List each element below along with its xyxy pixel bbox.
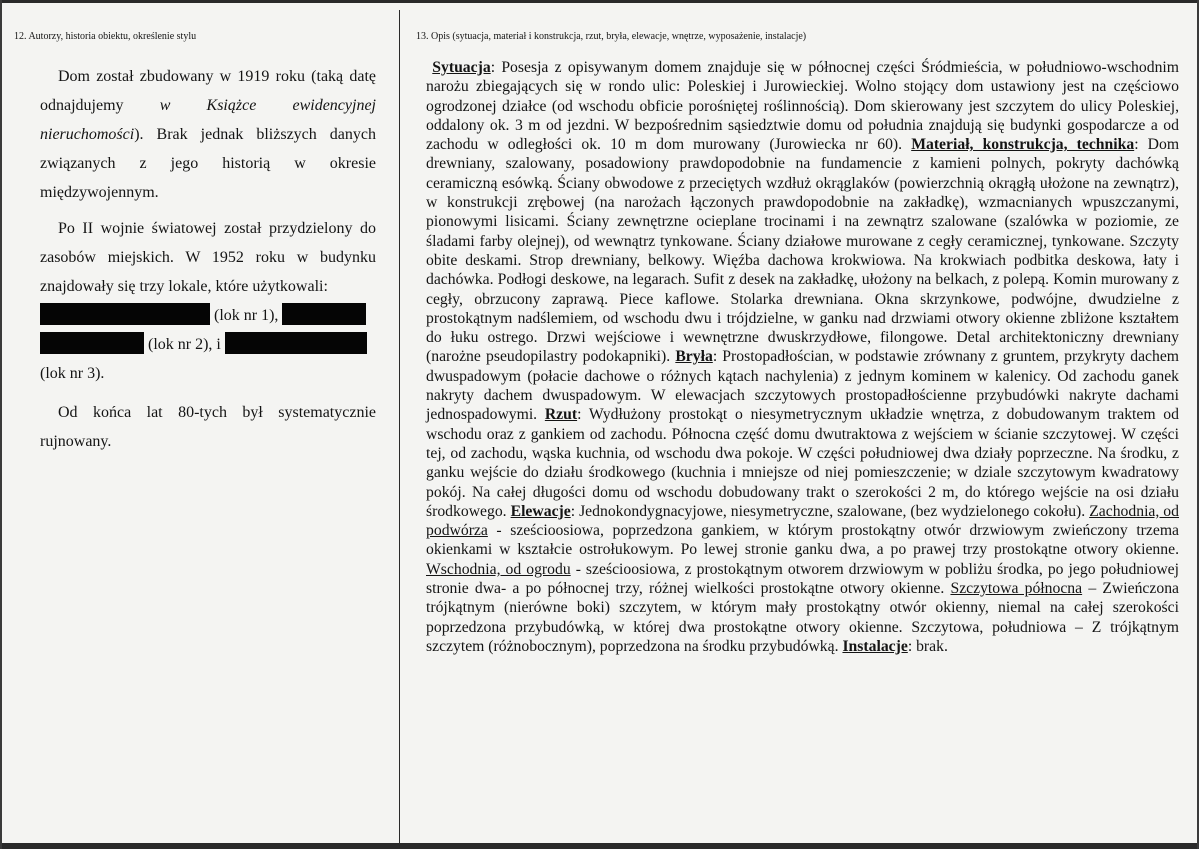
section-13-heading: 13. Opis (sytuacja, materiał i konstrukcja, rzut, bryła, elewacje, wnętrze, wyposażenie, instalacje)	[416, 31, 807, 42]
tenants-line-3	[40, 359, 376, 388]
keyword-instalacje: Instalacje	[842, 637, 908, 655]
history-paragraph-2	[40, 214, 376, 301]
text-elewacje: : Jednokondygnacyjowe, niesymetryczne, szalowane, (bez wydzielonego cokołu).	[570, 502, 1090, 520]
subheading-zachodnia: Zachodnia, od podwórza	[426, 502, 1179, 540]
history-paragraph-3	[40, 398, 376, 456]
scan-border-top	[0, 0, 1199, 3]
text-sytuacja: : Posesja z opisywanym domem znajduje się w północnej części Śródmieścia, w południowo-wschodnim narożu zbiegających się w rondo ulic: Poleskiej i Jurowieckiej. Wolno stojący dom ustawiony jest na częściowo ogrodzonej działce (od wschodu obficie porośniętej roślinnością). Dom skierowany jest szczytem do ulicy Poleskiej, oddalony ok. 3 m od jezdni. W bezpośrednim sąsiedztwie domu od południa znajdują się budynki gospodarcze a od zachodu w odległości ok. 10 m dom murowany (Jurowiecka nr 60).	[426, 59, 1179, 154]
text-zachodnia: - sześcioosiowa, poprzedzona gankiem, w którym prostokątny otwór drzwiowym zwieńczony trzema okienkami w kształcie ostrołukowym. Po lewej stronie ganku dwa, a po prawej trzy prostokątne otwory okienne.	[426, 522, 1179, 559]
keyword-sytuacja: Sytuacja	[432, 59, 491, 76]
history-paragraph-1	[40, 62, 376, 207]
redaction-bar	[40, 332, 144, 354]
keyword-elewacje: Elewacje	[510, 502, 571, 520]
section-13-description	[416, 30, 1181, 656]
scan-border-bottom	[0, 843, 1199, 849]
redaction-bar	[282, 303, 366, 325]
description-paragraph	[426, 58, 1179, 656]
text-instalacje: : brak.	[907, 637, 948, 655]
section-12-heading: 12. Autorzy, historia obiektu, określenie stylu	[14, 31, 197, 42]
section-12-history	[14, 30, 386, 456]
text-wschodnia: - sześcioosiowa, z prostokątnym otworem drzwiowym w pobliżu środka, po jego południowej stronie dwa- a po północnej trzy, różnej wielkości prostokątne otwory okienne.	[426, 560, 1179, 598]
scan-border-left	[0, 0, 2, 849]
history-text	[14, 62, 386, 456]
history-p3-text: Od końca lat 80-tych był systematycznie rujnowany.	[40, 404, 376, 450]
subheading-szczytowa: Szczytowa północna	[950, 580, 1083, 598]
book-title: w Książce ewidencyjnej nieruchomości	[40, 97, 376, 143]
subheading-wschodnia: Wschodnia, od ogrodu	[426, 560, 571, 578]
description-text	[416, 58, 1181, 656]
lok-3-label: (lok nr 3).	[40, 365, 105, 382]
text-szczytowa: – Zwieńczona trójkątnym (nierówne boki) szczytem, w którym mały prostokątny otwór okienny, niemal na całej szerokości poprzedzona przybudówką, w której dwa prostokątne otwory okienne. Szczytowa, południowa – Z trójkątnym szczytem (różnobocznym), poprzedzona na środku przybudówką.	[426, 580, 1179, 655]
text-rzut: : Wydłużony prostokąt o niesymetrycznym układzie wnętrza, z dobudowanym traktem od wschodu oraz z gankiem od zachodu. Północna część domu dwutraktowa z wejściem w ścianie szczytowej. W części tej, od zachodu, wąska kuchnia, od wschodu dwa pokoje. W części południowej dwa działy poprzeczne. Na środku, z ganku wejście do działu środkowego (kuchnia i mniejsze od niej pomieszczenie; w dziale szczytowym kwadratowy pokój. Na całej długości domu od wschodu dobudowany trakt o szerokości 2 m, do którego wejście na osi działu środkowego.	[426, 406, 1179, 520]
tenants-line-2	[40, 330, 376, 359]
text-bryla: : Prostopadłościan, w podstawie zrównany z gruntem, przykryty dachem dwuspadowym (połacie dachowe o różnych kątach nachylenia) z jednym kominem w kalenicy. Od zachodu ganek nakryty dachem dwuspadowym. W elewacjach szczytowych prostopadłościenne przybudówki nakryte dachami jednospadowymi.	[426, 348, 1179, 424]
keyword-material: Materiał, konstrukcja, technika	[911, 136, 1135, 154]
redaction-bar	[40, 303, 210, 325]
keyword-bryla: Bryła	[675, 348, 713, 366]
history-p1-text-a: Dom został zbudowany w 1919 roku (taką datę odnajdujemy	[40, 68, 376, 114]
keyword-rzut: Rzut	[544, 406, 578, 424]
lok-1-label: (lok nr 1),	[214, 307, 279, 324]
history-p1-text-b: ). Brak jednak bliższych danych związanych z jego historią w okresie międzywojennym.	[40, 126, 376, 201]
redaction-bar	[225, 332, 367, 354]
lok-2-label: (lok nr 2), i	[148, 336, 221, 353]
column-divider	[399, 10, 400, 843]
text-material: : Dom drewniany, szalowany, posadowiony prawdopodobnie na fundamencie z kamieni polnych, pokryty dachówką ceramiczną esówką. Ściany obwodowe z przeciętych wzdłuż okrąglaków (powierzchnią okrągłą ułożone na zewnątrz), w konstrukcji zrębowej (na narożach łączonych prawdopodobnie na zakładkę), wzmacnianych wpuszczanymi, pionowymi lisicami. Ściany zewnętrzne ocieplane trocinami i na zewnątrz szalowane (szalówka w poziomie, ze śladami farby olejnej), od wewnątrz tynkowane. Ściany działowe murowane z cegły ceramicznej, tynkowane. Szczyty obite deskami. Strop drewniany, belkowy. Więźba dachowa krokwiowa. Na krokwiach podbitka deskowa, łaty i dachówka. Podłogi deskowe, na legarach. Sufit z desek na zakładkę, ułożony na belkach, z polepą. Komin murowany z cegły, obrzucony zaprawą. Piece kaflowe. Stolarka drewniana. Okna skrzynkowe, podwójne, dwudzielne z prostokątnym nadślemiem, od wschodu dwu i trójdzielne, w ganku nad drzwiami otwory okienne zbliżone kształtem do łuku ostrego. Drzwi wejściowe i wewnętrzne dwuskrzydłowe, filongowe. Detal architektoniczny drewniany (narożne pseudopilastry podokapniki).	[426, 136, 1180, 366]
tenants-line-1	[40, 301, 376, 330]
history-p2-text: Po II wojnie światowej został przydzielony do zasobów miejskich. W 1952 roku w budynku znajdowały się trzy lokale, które użytkowali:	[40, 220, 376, 295]
